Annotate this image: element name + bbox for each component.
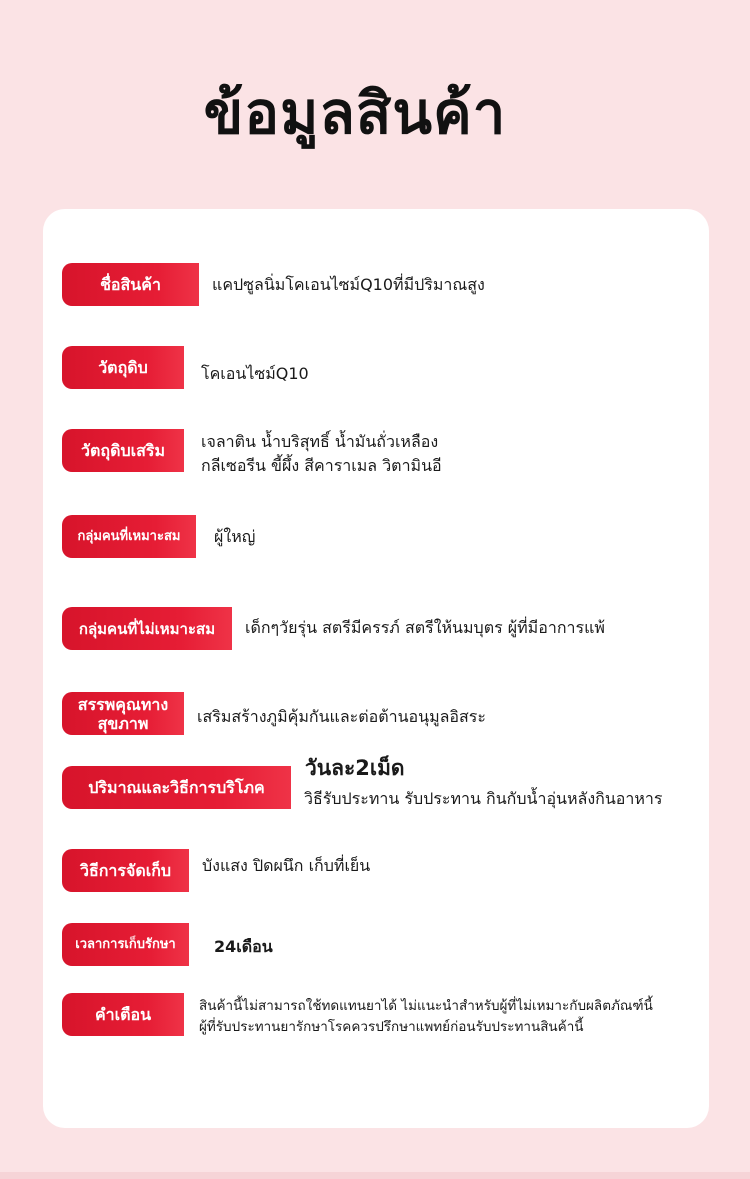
value-unsuitable-group: เด็กๆวัยรุ่น สตรีมีครรภ์ สตรีให้นมบุตร ผู้ที่มีอาการแพ้ <box>245 618 605 637</box>
label-shelf-life: เวลาการเก็บรักษา <box>62 923 189 966</box>
label-product-name: ชื่อสินค้า <box>62 263 199 306</box>
info-row-shelf-life <box>43 923 709 973</box>
label-health-benefits: สรรพคุณทางสุขภาพ <box>62 692 184 735</box>
value-shelf-life: 24เดือน <box>214 937 273 956</box>
label-warning: คำเตือน <box>62 993 184 1036</box>
value-additional-ingredients-line1: เจลาติน น้ำบริสุทธิ์ น้ำมันถั่วเหลือง <box>201 432 439 451</box>
bottom-band <box>0 1172 750 1179</box>
info-row-storage <box>43 847 709 897</box>
value-dosage-line2: วิธีรับประทาน รับประทาน กินกับน้ำอุ่นหลังกินอาหาร <box>304 789 663 808</box>
label-storage: วิธีการจัดเก็บ <box>62 849 189 892</box>
info-row-unsuitable-group <box>43 606 709 656</box>
label-unsuitable-group: กลุ่มคนที่ไม่เหมาะสม <box>62 607 232 650</box>
value-ingredient: โคเอนไซม์Q10 <box>201 364 309 383</box>
info-row-dosage <box>43 756 709 816</box>
info-row-additional-ingredients <box>43 426 709 486</box>
info-row-health-benefits <box>43 691 709 741</box>
label-ingredient: วัตถุดิบ <box>62 346 184 389</box>
product-info-card <box>43 209 709 1128</box>
page-title: ข้อมูลสินค้า <box>203 79 507 147</box>
value-warning-line2: ผู้ที่รับประทานยารักษาโรคควรปรึกษาแพทย์ก่อนรับประทานสินค้านี้ <box>199 1019 584 1035</box>
value-additional-ingredients-line2: กลีเซอรีน ขี้ผึ้ง สีคาราเมล วิตามินอี <box>201 456 442 475</box>
value-storage: บังแสง ปิดผนึก เก็บที่เย็น <box>202 856 371 875</box>
info-row-suitable-group <box>43 515 709 565</box>
value-dosage-line1: วันละ2เม็ด <box>305 756 405 780</box>
label-additional-ingredients: วัตถุดิบเสริม <box>62 429 184 472</box>
info-row-product-name <box>43 261 709 311</box>
value-health-benefits: เสริมสร้างภูมิคุ้มกันและต่อต้านอนุมูลอิสระ <box>197 707 486 726</box>
value-suitable-group: ผู้ใหญ่ <box>214 527 256 546</box>
info-row-ingredient <box>43 345 709 395</box>
info-row-warning <box>43 992 709 1052</box>
label-dosage: ปริมาณและวิธีการบริโภค <box>62 766 291 809</box>
label-suitable-group: กลุ่มคนที่เหมาะสม <box>62 515 196 558</box>
value-warning-line1: สินค้านี้ไม่สามารถใช้ทดแทนยาได้ ไม่แนะนำสำหรับผู้ที่ไม่เหมาะกับผลิตภัณฑ์นี้ <box>199 998 653 1014</box>
value-product-name: แคปซูลนิ่มโคเอนไซม์Q10ที่มีปริมาณสูง <box>212 275 485 294</box>
